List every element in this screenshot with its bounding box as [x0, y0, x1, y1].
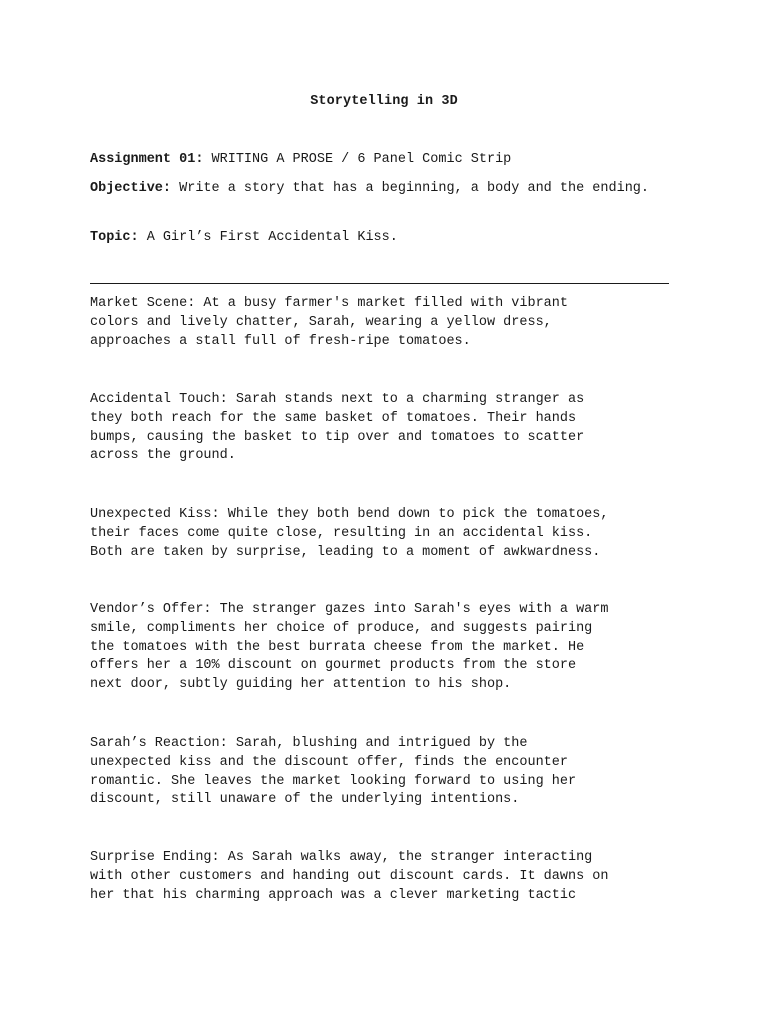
assignment-value: WRITING A PROSE / 6 Panel Comic Strip — [203, 152, 512, 167]
topic-label: Topic: — [90, 230, 139, 245]
panel-3-paragraph: Unexpected Kiss: While they both bend down to pick the tomatoes, their faces come quite close, resulting in an accidental kiss. Both are taken by surprise, leading to a moment of awkwardness. — [90, 507, 609, 560]
assignment-label: Assignment 01: — [90, 152, 204, 167]
topic-value: A Girl’s First Accidental Kiss. — [138, 230, 398, 245]
panel-4-paragraph: Vendor’s Offer: The stranger gazes into Sarah's eyes with a warm smile, compliments her choice of produce, and suggests pairing the tomatoes with the best burrata cheese from the market. He offers her a 10% discount on gourmet products from the store next door, subtly guiding her attention to his shop. — [90, 602, 609, 693]
topic-line — [90, 228, 680, 247]
objective-value: Write a story that has a beginning, a body and the ending. — [171, 181, 649, 196]
panel-1-paragraph: Market Scene: At a busy farmer's market filled with vibrant colors and lively chatter, Sarah, wearing a yellow dress, approaches a stall full of fresh-ripe tomatoes. — [90, 296, 568, 349]
panel-5-paragraph: Sarah’s Reaction: Sarah, blushing and intrigued by the unexpected kiss and the discount offer, finds the encounter romantic. She leaves the market looking forward to using her discount, still unaware of the underlying intentions. — [90, 736, 577, 808]
assignment-line — [90, 150, 680, 169]
objective-line — [90, 179, 680, 198]
section-divider — [90, 283, 669, 284]
panel-6-paragraph: Surprise Ending: As Sarah walks away, the stranger interacting with other customers and handing out discount cards. It dawns on her that his charming approach was a clever marketing tactic — [90, 850, 609, 903]
document-title: Storytelling in 3D — [310, 94, 458, 109]
panel-2-paragraph: Accidental Touch: Sarah stands next to a charming stranger as they both reach for the same basket of tomatoes. Their hands bumps, causing the basket to tip over and tomatoes to scatter across the ground. — [90, 392, 585, 464]
objective-label: Objective: — [90, 181, 172, 196]
